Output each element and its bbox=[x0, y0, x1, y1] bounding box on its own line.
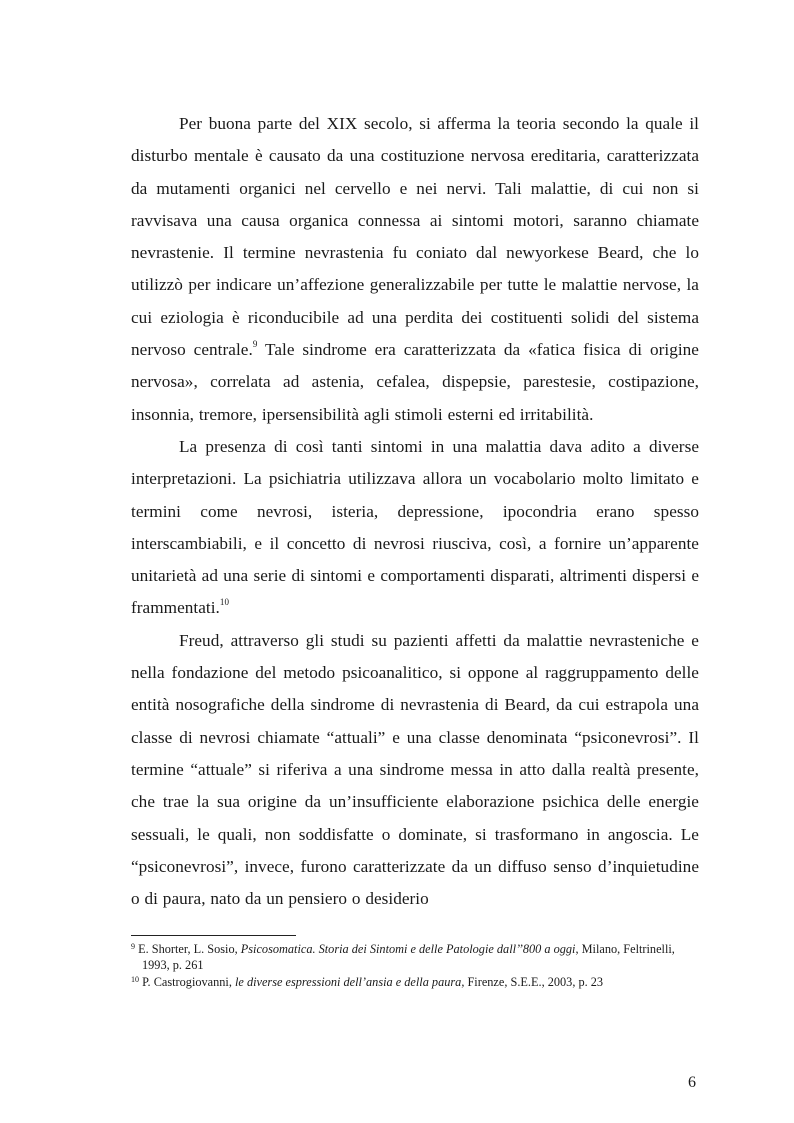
footnote-number: 9 bbox=[131, 942, 135, 951]
footnote-9 bbox=[131, 941, 699, 973]
footnote-text: , Milano, Feltrinelli, 1993, p. 261 bbox=[142, 942, 675, 972]
main-text bbox=[131, 108, 699, 915]
footnote-text: E. Shorter, L. Sosio, bbox=[135, 942, 241, 956]
footnote-title: le diverse espressioni dell’ansia e della paura, bbox=[235, 975, 465, 989]
footnote-text: Firenze, S.E.E., 2003, p. 23 bbox=[464, 975, 604, 989]
paragraph-3 bbox=[131, 625, 699, 916]
footnote-10 bbox=[131, 974, 699, 990]
paragraph-text: Tale sindrome era caratterizzata da «fatica fisica di origine nervosa», correlata ad astenia, cefalea, dispepsie, parestesie, costipazione, insonnia, tremore, ipersensibilità agli stimoli esterni ed irritabilità. bbox=[131, 340, 699, 424]
paragraph-1 bbox=[131, 108, 699, 431]
footnote-ref-9[interactable]: 9 bbox=[252, 339, 258, 350]
footnote-ref-10[interactable]: 10 bbox=[219, 597, 229, 608]
footnote-number: 10 bbox=[131, 975, 139, 984]
footnote-separator bbox=[131, 935, 296, 936]
paragraph-text: Per buona parte del XIX secolo, si afferma la teoria secondo la quale il disturbo mentale è causato da una costituzione nervosa ereditaria, caratterizzata da mutamenti organici nel cervello e nei nervi. Tali malattie, di cui non si ravvisava una causa organica connessa ai sintomi motori, saranno chiamate nevrastenie. Il termine nevrastenia fu coniato dal newyorkese Beard, che lo utilizzò per indicare un’affezione generalizzabile per tutte le malattie nervose, la cui eziologia è riconducibile ad una perdita dei costituenti solidi del sistema nervoso centrale. bbox=[131, 114, 699, 360]
paragraph-text: Freud, attraverso gli studi su pazienti affetti da malattie nevrasteniche e nella fondazione del metodo psicoanalitico, si oppone al raggruppamento delle entità nosografiche della sindrome di nevrastenia di Beard, da cui estrapola una classe di nevrosi chiamate “attuali” e una classe denominata “psiconevrosi”. Il termine “attuale” si riferiva a una sindrome messa in atto dalla realtà presente, che trae la sua origine da un’insufficiente elaborazione psichica delle energie sessuali, le quali, non soddisfatte o dominate, si trasformano in angoscia. Le “psiconevrosi”, invece, furono caratterizzate da un diffuso senso d’inquietudine o di paura, nato da un pensiero o desiderio bbox=[131, 630, 699, 909]
paragraph-text: La presenza di così tanti sintomi in una malattia dava adito a diverse interpretazioni. La psichiatria utilizzava allora un vocabolario molto limitato e termini come nevrosi, isteria, depressione, ipocondria erano spesso interscambiabili, e il concetto di nevrosi riusciva, così, a fornire un’apparente unitarietà ad una serie di sintomi e comportamenti disparati, altrimenti dispersi e frammentati. bbox=[131, 436, 699, 618]
footnote-text: P. Castrogiovanni, bbox=[139, 975, 235, 989]
footnotes bbox=[131, 941, 699, 991]
paragraph-2 bbox=[131, 431, 699, 625]
page-number: 6 bbox=[688, 1074, 696, 1091]
footnote-title: Psicosomatica. Storia dei Sintomi e delle Patologie dall’’800 a oggi bbox=[240, 942, 576, 956]
